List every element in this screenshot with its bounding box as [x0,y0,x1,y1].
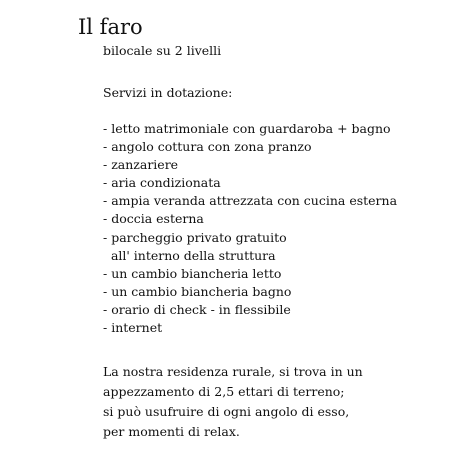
list-item: - orario di check - in flessibile [103,301,291,317]
list-item: - letto matrimoniale con guardaroba + bagno [103,121,391,136]
services-list [103,120,397,337]
page-title: Il faro [78,15,143,39]
description-line: per momenti di relax. [103,424,240,439]
list-item: - angolo cottura con zona pranzo [103,139,312,155]
list-item: - parcheggio privato gratuito [103,229,287,245]
description-paragraph [103,362,363,442]
list-item: - ampia veranda attrezzata con cucina esterna [103,193,398,209]
list-item: - aria condizionata [103,175,221,191]
description-line: appezzamento di 2,5 ettari di terreno; [103,384,345,399]
list-item: - zanzariere [103,157,179,173]
services-heading: Servizi in dotazione: [103,85,233,100]
list-item: - doccia esterna [103,211,204,227]
list-item: all' interno della struttura [103,247,276,263]
description-line: si può usufruire di ogni angolo di esso, [103,404,350,419]
list-item: - internet [103,320,163,336]
list-item: - un cambio biancheria letto [103,265,282,281]
description-line: La nostra residenza rurale, si trova in un [103,364,363,379]
list-item: - un cambio biancheria bagno [103,283,292,299]
subtitle: bilocale su 2 livelli [103,43,222,58]
